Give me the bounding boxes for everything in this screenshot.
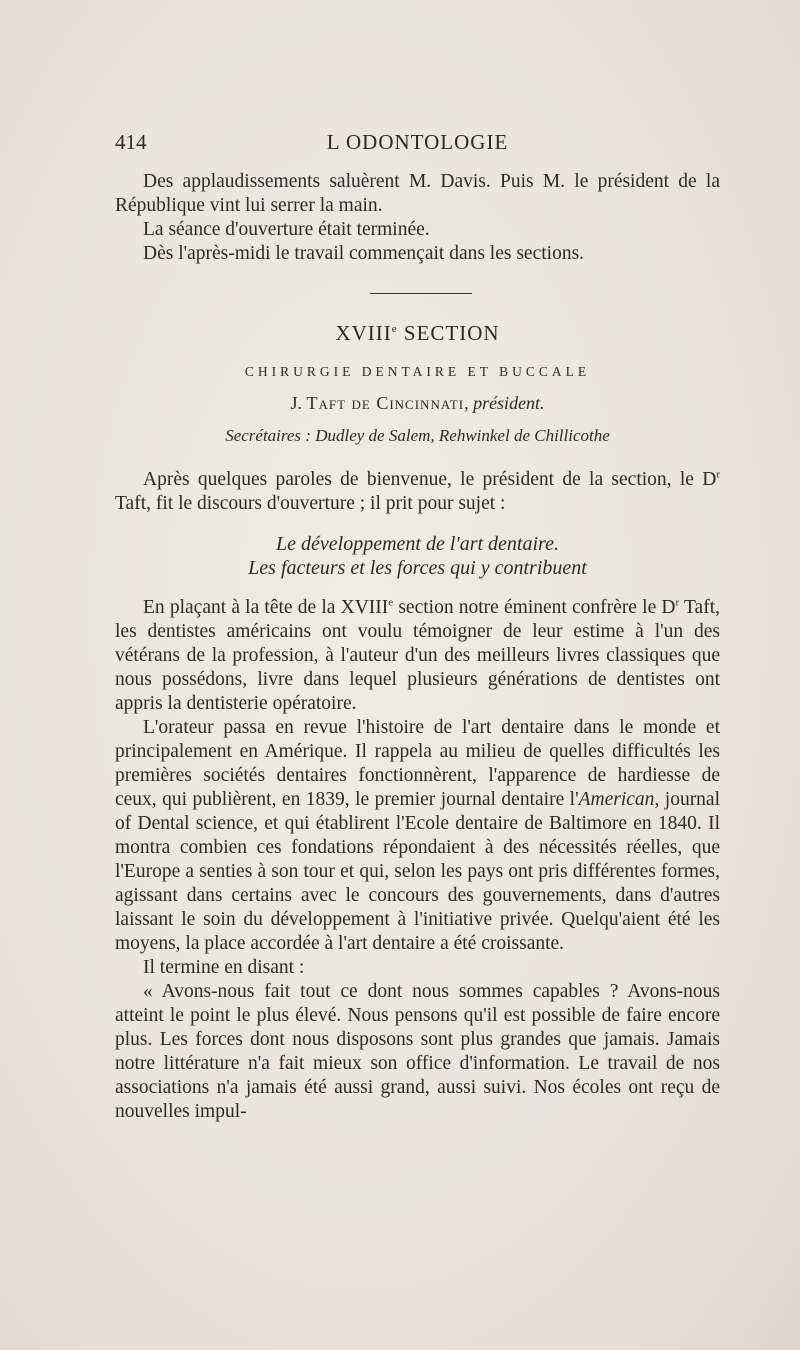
paragraph-4: Il termine en disant : (143, 957, 305, 978)
intro-paragraph-3: Dès l'après-midi le travail commençait dans les sections. (143, 243, 585, 264)
body-block (115, 596, 720, 1124)
paragraph-3 (115, 716, 720, 956)
paragraph-2-sup-1: e (388, 596, 394, 609)
paragraph-2-text-c: Taft, les dentistes américains ont voulu témoigner de leur estime à l'un des vétérans de la profession, à l'auteur d'un des meilleurs livres classiques que nous possédons, livre dans lequel plusieurs générations de dentistes ont appris la dentisterie opératoire. (115, 597, 720, 714)
paragraph-2-sup-2: r (675, 596, 680, 609)
section-secretaries: Secrétaires : Dudley de Salem, Rehwinkel de Chillicothe (225, 426, 610, 445)
subject-line-2: Les facteurs et les forces qui y contribuent (248, 557, 587, 579)
president-name: Taft de Cincinnati (306, 393, 465, 413)
paragraph-3-text-b: , journal of Dental science, et qui établirent l'Ecole dentaire de Baltimore en 1840. Il montra combien ces fondations répondaient à des nécessités réelles, que l'Europe a senties à son tour et qui, selon les pays ont pris différentes formes, agissant dans certains avec le concours des gouvernements, dans d'autres laissant le soin du développement à l'initiative privée. Quelqu'aient été les moyens, la place accordée à l'art dentaire a été croissante. (115, 789, 721, 954)
paragraph-2 (115, 596, 720, 716)
section-title (115, 321, 720, 346)
subject-line-1: Le développement de l'art dentaire. (276, 533, 559, 555)
section-divider (370, 293, 472, 294)
intro-paragraph-1: Des applaudissements saluèrent M. Davis. Puis M. le président de la République vint lui serrer la main. (115, 171, 720, 216)
paragraph-2-text-a: En plaçant à la tête de la XVIII (143, 597, 389, 618)
paragraph-2-text-b: section notre éminent confrère le D (393, 597, 676, 618)
intro-paragraph-2: La séance d'ouverture était terminée. (143, 219, 430, 240)
paragraph-5: « Avons-nous fait tout ce dont nous sommes capables ? Avons-nous atteint le point le plus élevé. Nous pensons qu'il est possible de faire encore plus. Les forces dont nous disposons sont plus grandes que jamais. Jamais notre littérature n'a fait mieux son office d'information. Le travail de nos associations n'a jamais été aussi grand, aussi suivi. Nos écoles ont reçu de nouvelles impul- (115, 981, 720, 1122)
president-role: président. (473, 393, 545, 413)
paragraph-1-text-a: Après quelques paroles de bienvenue, le président de la section, le D (143, 469, 717, 490)
section-subtitle: CHIRURGIE DENTAIRE ET BUCCALE (244, 364, 591, 379)
paragraph-1 (115, 468, 720, 516)
page-header (115, 130, 720, 160)
section-number: XVIII (335, 321, 392, 345)
running-title: L ODONTOLOGIE (326, 130, 509, 154)
paragraph-3-text-a: L'orateur passa en revue l'histoire de l'art dentaire dans le monde et principalement en Amérique. Il rappela au milieu de quelles difficultés les premières sociétés dentaires fonctionnèrent, l'apparence de hardiesse de ceux, qui publièrent, en 1839, le premier journal dentaire l' (115, 717, 720, 810)
paragraph-1-sup: r (716, 468, 720, 481)
page-number: 414 (115, 130, 147, 154)
section-word: SECTION (397, 321, 500, 345)
paragraph-3-italic: American (578, 789, 655, 810)
section-president: J. Taft de Cincinnati, président. (290, 393, 545, 413)
president-prefix: J. (290, 393, 307, 413)
section-number-sup: e (391, 323, 398, 335)
paragraph-1-text-b: Taft, fit le discours d'ouverture ; il prit pour sujet : (115, 493, 506, 514)
intro-block (115, 170, 720, 266)
